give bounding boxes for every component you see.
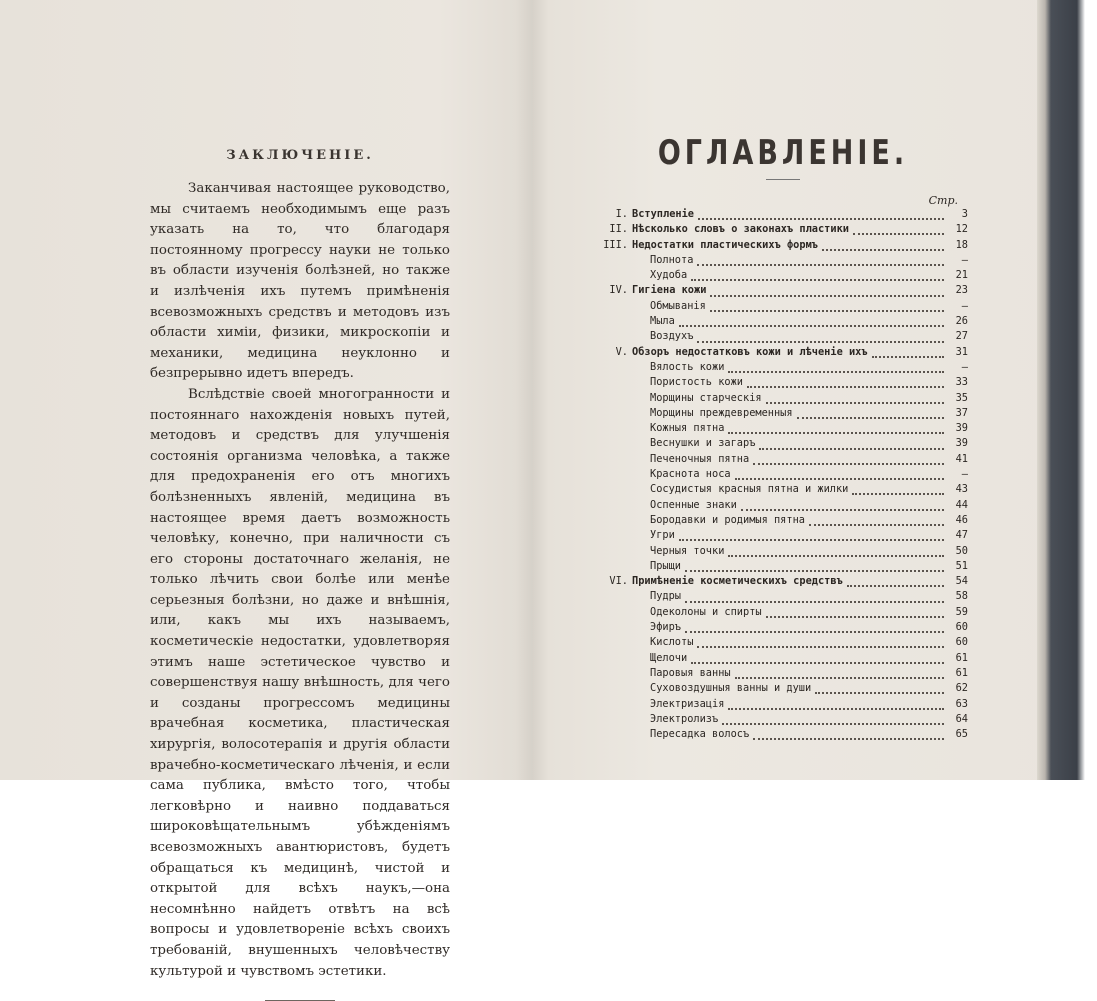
toc-entry-page: 54	[955, 575, 968, 588]
toc-entry-page: 35	[955, 391, 968, 404]
toc-entry-number: V.	[615, 345, 628, 358]
toc-entry-label: Обмыванія	[650, 299, 706, 312]
toc-entry-label: Оспенные знаки	[650, 498, 737, 511]
toc-entry-label: Мыла	[650, 315, 675, 328]
toc-entry	[598, 346, 968, 361]
toc-entry	[598, 407, 968, 422]
toc-dot-leader	[852, 492, 944, 495]
toc-entry	[598, 590, 968, 605]
toc-entry-label: Паровыя ванны	[650, 666, 731, 679]
toc-entry-label: Электролизъ	[650, 712, 719, 725]
toc-entry	[598, 667, 968, 682]
toc-dot-leader	[753, 462, 944, 465]
toc-entry-label: Вялость кожи	[650, 360, 725, 373]
toc-entry	[598, 376, 968, 391]
toc-entry-label: Худоба	[650, 269, 688, 282]
toc-entry-page: 60	[955, 636, 968, 649]
toc-dot-leader	[766, 615, 944, 618]
conclusion-paragraph-1: Заканчивая настоящее руководство, мы считаемъ необходимымъ еще разъ указать на то, что благодаря постоянному прогрессу науки не только въ области изученія болѣзней, но также и излѣченія ихъ путемъ примѣненія всевозможныхъ средствъ и методовъ изъ области химіи, физики, микроскопіи и механики, медицина неуклонно и безпрерывно идетъ впередъ.	[150, 181, 450, 382]
toc-entry-label: Веснушки и загаръ	[650, 437, 756, 450]
toc-entry-label: Пересадка волосъ	[650, 728, 750, 741]
toc-entry-page: 39	[955, 437, 968, 450]
toc-entry	[598, 636, 968, 651]
toc-dot-leader	[710, 309, 944, 312]
toc-entry-label: Воздухъ	[650, 330, 694, 343]
toc-entry-page: —	[961, 468, 968, 481]
toc-entry-label: Сосудистыя красныя пятна и жилки	[650, 483, 849, 496]
left-page	[150, 148, 450, 1001]
toc-entry	[598, 468, 968, 483]
toc-entry-page: 3	[961, 208, 968, 220]
toc-entry-label: Кожныя пятна	[650, 422, 725, 435]
toc-entry-page: 60	[955, 621, 968, 634]
toc-entry-label: Пудры	[650, 590, 681, 603]
toc-entry	[598, 698, 968, 713]
toc-entry-page: 62	[955, 682, 968, 695]
toc-entry	[598, 208, 968, 223]
toc-entry	[598, 269, 968, 284]
toc-dot-leader	[753, 737, 944, 740]
toc-entry-page: —	[961, 299, 968, 312]
toc-entry	[598, 254, 968, 269]
toc-entry-label: Пористость кожи	[650, 376, 743, 389]
toc-entry-page: —	[961, 253, 968, 266]
toc-dot-leader	[698, 217, 944, 220]
toc-entry	[598, 575, 968, 590]
toc-entry-page: 64	[955, 712, 968, 725]
toc-entry-page: 39	[955, 422, 968, 435]
toc-dot-leader	[728, 554, 944, 557]
toc-entry-label: Обзоръ недостатковъ кожи и лѣченіе ихъ	[632, 345, 868, 358]
toc-dot-leader	[685, 630, 944, 633]
toc-entry	[598, 361, 968, 376]
toc-entry	[598, 499, 968, 514]
toc-entry-page: 46	[955, 513, 968, 526]
toc-entry-page: 43	[955, 483, 968, 496]
toc-dot-leader	[822, 248, 944, 251]
toc-dot-leader	[809, 523, 944, 526]
toc-entry	[598, 437, 968, 452]
toc-dot-leader	[735, 676, 944, 679]
book-cover-edge	[1037, 0, 1097, 780]
toc-entry-label: Щелочи	[650, 651, 688, 664]
toc-entry-label: Гигіена кожи	[632, 284, 707, 297]
toc-dot-leader	[741, 508, 944, 511]
toc-entry-page: 26	[955, 315, 968, 328]
toc-entry-label: Краснота носа	[650, 468, 731, 481]
toc-dot-leader	[685, 600, 944, 603]
toc-entry-label: Суховоздушныя ванны и души	[650, 682, 812, 695]
toc-entry-label: Вступленіе	[632, 208, 694, 220]
toc-entry-label: Черныя точки	[650, 544, 725, 557]
toc-entry-label: Эфиръ	[650, 621, 681, 634]
toc-entry-page: 50	[955, 544, 968, 557]
toc-entry	[598, 682, 968, 697]
toc-dot-leader	[679, 538, 944, 541]
toc-entry-label: Недостатки пластическихъ формъ	[632, 238, 818, 251]
toc-dot-leader	[679, 324, 944, 327]
toc-entry	[598, 529, 968, 544]
toc-entry	[598, 545, 968, 560]
toc-entry	[598, 514, 968, 529]
conclusion-title: ЗАКЛЮЧЕНІЕ.	[226, 148, 374, 163]
toc-dot-leader	[759, 447, 944, 450]
toc-dot-leader	[697, 645, 944, 648]
toc-entry-label: Полнота	[650, 253, 694, 266]
toc-dot-leader	[853, 232, 944, 235]
toc-dot-leader	[815, 691, 944, 694]
toc-entry-label: Примѣненіе косметическихъ средствъ	[632, 575, 843, 588]
toc-entry-label: Одеколоны и спирты	[650, 605, 762, 618]
toc-dot-leader	[728, 431, 944, 434]
toc-entry-label: Угри	[650, 529, 675, 542]
toc-entry-page: 65	[955, 728, 968, 741]
toc-entry-label: Морщины старческія	[650, 391, 762, 404]
toc-entry	[598, 300, 968, 315]
toc-entry-page: 27	[955, 330, 968, 343]
toc-entry	[598, 284, 968, 299]
toc-entry-number: I.	[615, 208, 628, 220]
toc-entry-page: 47	[955, 529, 968, 542]
toc-entry-number: IV.	[609, 284, 628, 297]
toc-dot-leader	[735, 477, 944, 480]
toc-entry-page: 37	[955, 406, 968, 419]
toc-entry	[598, 728, 968, 743]
toc-entry	[598, 422, 968, 437]
toc-dot-leader	[766, 401, 944, 404]
toc-entry-label: Морщины преждевременныя	[650, 406, 793, 419]
toc-entry-label: Бородавки и родимыя пятна	[650, 513, 805, 526]
toc-dot-leader	[728, 707, 944, 710]
toc-entry	[598, 330, 968, 345]
title-rule	[766, 179, 800, 180]
toc-entry-label: Кислоты	[650, 636, 694, 649]
toc-entry-page: 61	[955, 651, 968, 664]
toc-dot-leader	[847, 584, 944, 587]
toc-entry-page: 61	[955, 666, 968, 679]
toc-dot-leader	[797, 416, 944, 419]
toc-entry	[598, 392, 968, 407]
toc-dot-leader	[747, 385, 944, 388]
toc-entry-page: 51	[955, 559, 968, 572]
toc-entry	[598, 713, 968, 728]
toc-entry-page: 23	[955, 284, 968, 297]
toc-entry-page: 18	[955, 238, 968, 251]
toc-entry	[598, 483, 968, 498]
contents-title: ОГЛАВЛЕНІЕ.	[657, 134, 909, 173]
toc-entry-number: VI.	[609, 575, 628, 588]
toc-entry-page: —	[961, 360, 968, 373]
toc-dot-leader	[872, 355, 944, 358]
toc-entry-page: 59	[955, 605, 968, 618]
toc-entry-number: II.	[609, 223, 628, 236]
toc-entry	[598, 621, 968, 636]
toc-entry-label: Прыщи	[650, 559, 681, 572]
right-page	[598, 134, 968, 743]
toc-dot-leader	[722, 722, 944, 725]
toc-entry-page: 41	[955, 452, 968, 465]
toc-entry	[598, 652, 968, 667]
toc-dot-leader	[697, 340, 944, 343]
toc-entry-page: 58	[955, 590, 968, 603]
toc-dot-leader	[685, 569, 944, 572]
toc-entry	[598, 453, 968, 468]
toc-entry	[598, 315, 968, 330]
toc-dot-leader	[691, 278, 944, 281]
toc-dot-leader	[710, 294, 944, 297]
toc-entry-page: 33	[955, 376, 968, 389]
toc-entry-number: III.	[603, 238, 628, 251]
toc-entry	[598, 560, 968, 575]
toc-dot-leader	[697, 263, 944, 266]
toc-entry-page: 63	[955, 697, 968, 710]
toc-entry-label: Печеночныя пятна	[650, 452, 750, 465]
toc-entry	[598, 223, 968, 238]
toc-entry	[598, 606, 968, 621]
toc-dot-leader	[728, 370, 944, 373]
toc-entry-page: 31	[955, 345, 968, 358]
toc-entry-label: Нѣсколько словъ о законахъ пластики	[632, 223, 849, 236]
toc-entry-page: 12	[955, 223, 968, 236]
toc-entry-page: 44	[955, 498, 968, 511]
page-column-header: Стр.	[928, 194, 958, 207]
toc-entry-page: 21	[955, 269, 968, 282]
toc-entry-label: Электризація	[650, 697, 725, 710]
table-of-contents	[598, 208, 968, 743]
toc-dot-leader	[691, 661, 944, 664]
toc-entry	[598, 239, 968, 254]
conclusion-paragraph-2: Вслѣдствіе своей многогранности и постояннаго нахожденія новыхъ путей, методовъ и средствъ для улучшенія состоянія организма человѣка, а также для предохраненія его отъ многихъ болѣзненныхъ явленій, медицина въ настоящее время даетъ возможность человѣку, конечно, при наличности съ его стороны достаточнаго желанія, не только лѣчить свои болѣе или менѣе серьезныя болѣзни, но даже и внѣшнія, или, какъ мы ихъ называемъ, косметическіе недостатки, удовлетворяя этимъ наше эстетическое чувство и совершенствуя нашу внѣшность, для чего и созданы прогрессомъ медицины врачебная косметика, пластическая хирургія, волосотерапія и другія области врачебно-косметическаго лѣченія, и если сама публика, вмѣсто того, чтобы легковѣрно и наивно поддаваться широковѣщательнымъ убѣжденіямъ всевозможныхъ авантюристовъ, будетъ обращаться къ медицинѣ, чистой и открытой для всѣхъ наукъ,—она несомнѣнно найдетъ отвѣтъ на всѣ вопросы и удовлетвореніе всѣхъ своихъ требованій, внушенныхъ человѣчеству культурой и чувствомъ эстетики.	[150, 386, 450, 979]
